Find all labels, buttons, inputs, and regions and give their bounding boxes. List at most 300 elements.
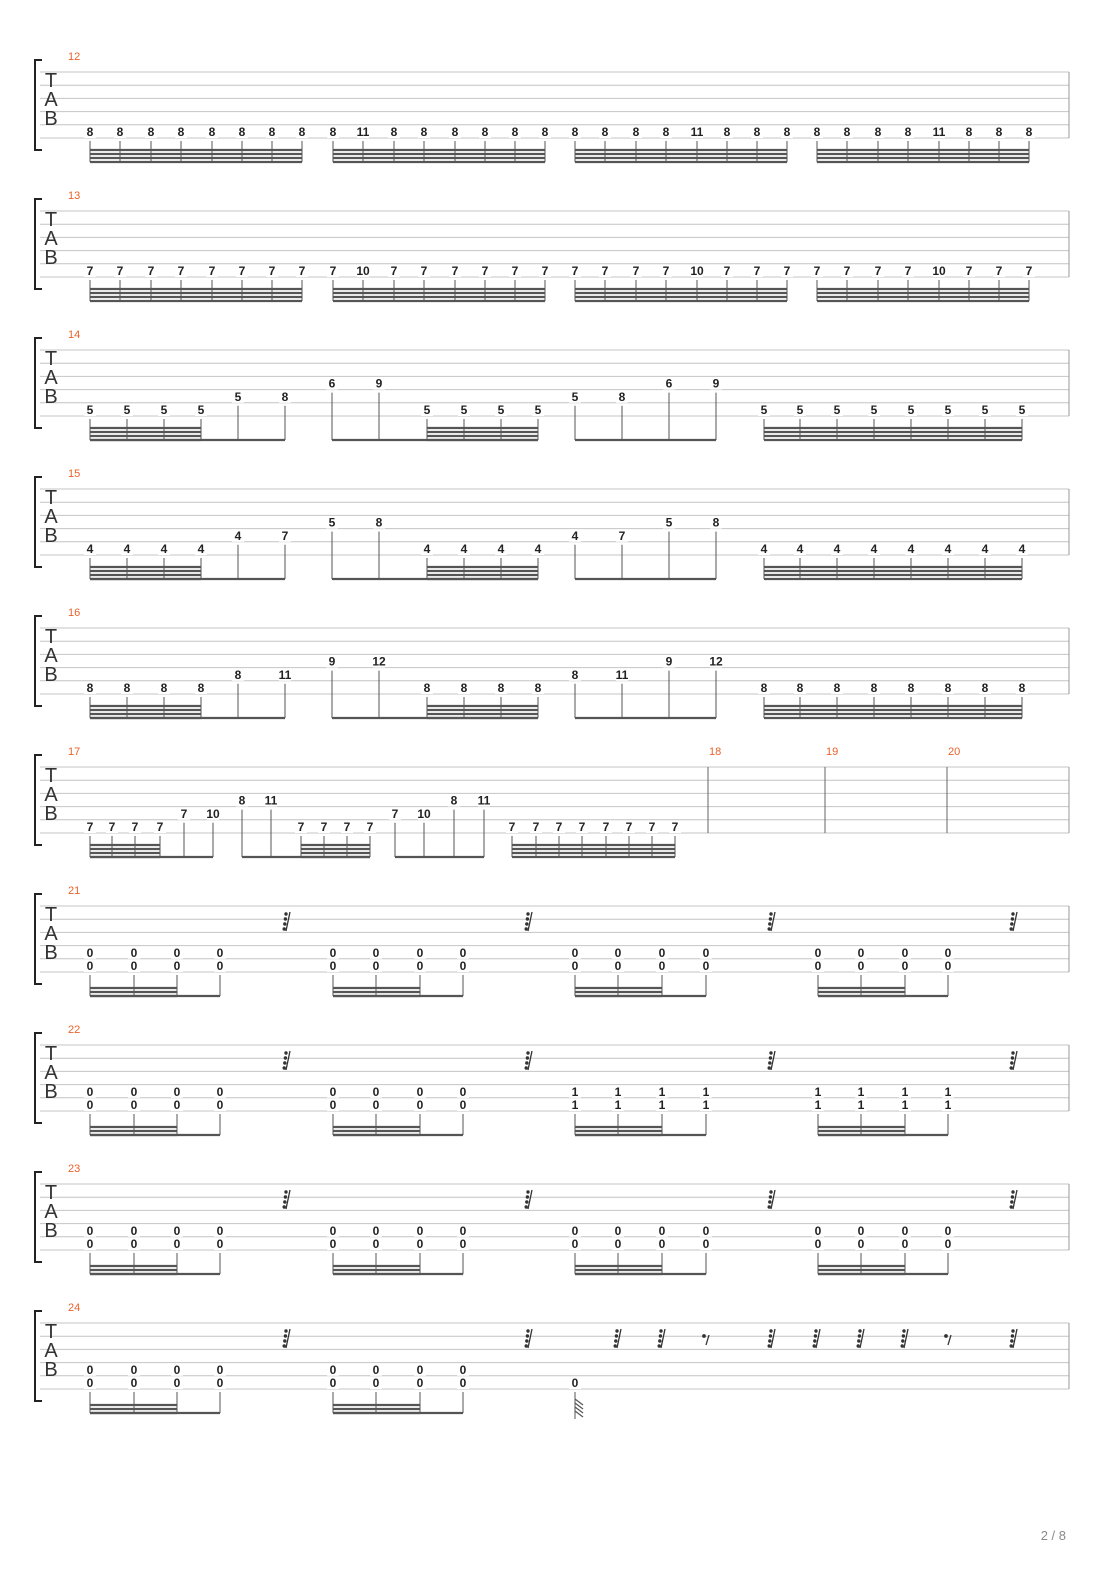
fret-number: 8 — [541, 125, 549, 139]
tab-clef-letter: T — [44, 765, 58, 787]
rest-dot — [659, 1334, 662, 1337]
sixtyfourth-rest — [1010, 1051, 1018, 1070]
rest-dot — [525, 1344, 528, 1347]
rest-dot — [1011, 1329, 1014, 1332]
rest-dot — [525, 922, 528, 925]
fret-number: 1 — [901, 1098, 909, 1112]
tab-clef-letter: A — [44, 784, 58, 806]
sixtyfourth-rest — [614, 1329, 622, 1348]
fret-number: 7 — [177, 264, 185, 278]
fret-number: 8 — [208, 125, 216, 139]
measure-number: 20 — [948, 746, 961, 758]
tab-clef-letter: T — [44, 487, 58, 509]
fret-number: 0 — [86, 945, 94, 960]
fret-number: 0 — [130, 959, 138, 973]
fret-number: 0 — [130, 1237, 138, 1251]
fret-number: 0 — [416, 1376, 424, 1390]
fret-number: 0 — [459, 1223, 467, 1238]
fret-number: 9 — [328, 654, 336, 669]
rest-dot — [1011, 1051, 1014, 1054]
fret-number: 0 — [216, 1084, 224, 1099]
fret-number: 10 — [356, 264, 370, 278]
sixtyfourth-rest — [525, 1051, 533, 1070]
fret-number: 1 — [571, 1084, 579, 1099]
tab-clef-letter: B — [44, 1359, 58, 1381]
rest-dot — [615, 1334, 618, 1337]
rest-dot — [283, 922, 286, 925]
sixtyfourth-rest — [768, 1329, 776, 1348]
fret-number: 5 — [981, 403, 989, 417]
fret-number: 0 — [372, 945, 380, 960]
fret-number: 8 — [238, 793, 246, 808]
fret-number: 5 — [234, 389, 242, 404]
rest-dot — [814, 1329, 817, 1332]
fret-number: 8 — [995, 125, 1003, 139]
tab-clef-letter: A — [44, 228, 58, 250]
tab-clef-letter: T — [44, 348, 58, 370]
fret-number: 1 — [658, 1098, 666, 1112]
fret-number: 0 — [130, 1362, 138, 1377]
rest-dot — [283, 927, 286, 930]
sixtyfourth-rest — [1010, 912, 1018, 931]
fret-number: 8 — [944, 681, 952, 695]
fret-number: 7 — [180, 806, 188, 821]
fret-number: 8 — [460, 681, 468, 695]
rest-dot — [1011, 1056, 1014, 1059]
fret-number: 4 — [760, 542, 768, 556]
fret-number: 4 — [534, 542, 542, 556]
fret-number: 6 — [328, 376, 336, 391]
fret-number: 0 — [901, 1223, 909, 1238]
rest-dot — [283, 1344, 286, 1347]
fret-number: 7 — [147, 264, 155, 278]
fret-number: 0 — [658, 1237, 666, 1251]
fret-number: 0 — [86, 1098, 94, 1112]
fret-number: 5 — [571, 389, 579, 404]
measure-number: 18 — [709, 746, 722, 758]
rest-dot — [901, 1339, 904, 1342]
rest-dot — [902, 1334, 905, 1337]
rest-dot — [615, 1329, 618, 1332]
measure-number: 12 — [68, 51, 81, 63]
fret-number: 8 — [268, 125, 276, 139]
fret-number: 7 — [131, 820, 139, 834]
fret-number: 0 — [173, 1098, 181, 1112]
tab-clef-letter: T — [44, 70, 58, 92]
fret-number: 10 — [206, 806, 220, 821]
fret-number: 1 — [814, 1098, 822, 1112]
tab-system — [35, 190, 1069, 301]
fret-number: 8 — [329, 125, 337, 139]
fret-number: 7 — [662, 264, 670, 278]
fret-number: 0 — [86, 1362, 94, 1377]
fret-number: 8 — [298, 125, 306, 139]
fret-number: 0 — [173, 1376, 181, 1390]
measure-number: 19 — [826, 746, 839, 758]
rest-dot — [525, 1200, 528, 1203]
fret-number: 4 — [234, 528, 242, 543]
sixtyfourth-rest — [283, 1329, 291, 1348]
tab-clef-letter: B — [44, 525, 58, 547]
fret-number: 0 — [216, 1362, 224, 1377]
fret-number: 0 — [702, 959, 710, 973]
rest-dot — [901, 1344, 904, 1347]
system-bracket — [35, 60, 42, 150]
sixtyfourth-rest — [283, 1051, 291, 1070]
fret-number: 8 — [450, 793, 458, 808]
fret-number: 8 — [160, 681, 168, 695]
rest-dot — [1010, 1205, 1013, 1208]
fret-number: 0 — [329, 1376, 337, 1390]
fret-number: 0 — [614, 945, 622, 960]
fret-number: 5 — [197, 403, 205, 417]
rest-dot — [768, 1339, 771, 1342]
fret-number: 8 — [760, 681, 768, 695]
fret-number: 8 — [833, 681, 841, 695]
fret-number: 7 — [571, 264, 579, 278]
fret-number: 11 — [615, 667, 629, 682]
rest-dot — [283, 1066, 286, 1069]
fret-number: 8 — [662, 125, 670, 139]
fret-number: 7 — [268, 264, 276, 278]
fret-number: 0 — [216, 945, 224, 960]
fret-number: 0 — [857, 959, 865, 973]
fret-number: 7 — [508, 820, 516, 834]
tab-clef-letter: A — [44, 367, 58, 389]
fret-number: 1 — [571, 1098, 579, 1112]
tab-system — [35, 885, 1069, 996]
tab-clef-letter: A — [44, 1340, 58, 1362]
fret-number: 0 — [571, 1237, 579, 1251]
fret-number: 5 — [86, 403, 94, 417]
fret-number: 7 — [874, 264, 882, 278]
fret-number: 7 — [116, 264, 124, 278]
fret-number: 0 — [814, 945, 822, 960]
fret-number: 5 — [497, 403, 505, 417]
tab-clef-letter: B — [44, 1220, 58, 1242]
rest-dot — [1010, 1200, 1013, 1203]
fret-number: 0 — [944, 1237, 952, 1251]
rest-dot — [769, 1329, 772, 1332]
fret-number: 8 — [420, 125, 428, 139]
rest-dot — [526, 1056, 529, 1059]
rest-dot — [525, 927, 528, 930]
fret-number: 10 — [932, 264, 946, 278]
fret-number: 7 — [238, 264, 246, 278]
fret-number: 10 — [690, 264, 704, 278]
fret-number: 8 — [451, 125, 459, 139]
fret-number: 0 — [416, 1098, 424, 1112]
fret-number: 4 — [796, 542, 804, 556]
rest-dot — [857, 1344, 860, 1347]
fret-number: 0 — [814, 1223, 822, 1238]
fret-number: 7 — [343, 820, 351, 834]
fret-number: 11 — [477, 793, 491, 808]
tab-clef-letter: B — [44, 803, 58, 825]
rest-dot — [768, 1200, 771, 1203]
fret-number: 4 — [571, 528, 579, 543]
rest-dot — [525, 1205, 528, 1208]
rest-dot — [658, 1339, 661, 1342]
fret-number: 0 — [416, 1084, 424, 1099]
fret-number: 0 — [944, 1223, 952, 1238]
fret-number: 5 — [534, 403, 542, 417]
tab-clef-letter: T — [44, 1043, 58, 1065]
fret-number: 8 — [511, 125, 519, 139]
fret-number: 0 — [901, 1237, 909, 1251]
rest-dot — [857, 1339, 860, 1342]
fret-number: 0 — [571, 1376, 579, 1390]
fret-number: 7 — [451, 264, 459, 278]
tab-clef-letter: B — [44, 664, 58, 686]
fret-number: 5 — [944, 403, 952, 417]
rest-dot — [526, 1195, 529, 1198]
fret-number: 0 — [459, 959, 467, 973]
fret-number: 11 — [690, 125, 704, 139]
tab-clef-letter: B — [44, 386, 58, 408]
fret-number: 8 — [981, 681, 989, 695]
fret-number: 7 — [753, 264, 761, 278]
rest-dot — [769, 1190, 772, 1193]
measure-number: 22 — [68, 1024, 81, 1036]
tab-clef-letter: T — [44, 904, 58, 926]
fret-number: 7 — [578, 820, 586, 834]
rest-dot — [769, 1334, 772, 1337]
fret-number: 8 — [1018, 681, 1026, 695]
sixtyfourth-rest — [768, 912, 776, 931]
tab-system — [35, 468, 1069, 579]
fret-number: 5 — [907, 403, 915, 417]
fret-number: 0 — [216, 959, 224, 973]
tab-clef-letter: T — [44, 1182, 58, 1204]
rest-dot — [1011, 912, 1014, 915]
fret-number: 0 — [416, 945, 424, 960]
sixtyfourth-rest — [901, 1329, 909, 1348]
system-bracket — [35, 616, 42, 706]
sixtyfourth-rest — [525, 1190, 533, 1209]
fret-number: 7 — [329, 264, 337, 278]
fret-number: 7 — [391, 806, 399, 821]
measure-number: 16 — [68, 607, 81, 619]
fret-number: 8 — [723, 125, 731, 139]
fret-number: 0 — [372, 1237, 380, 1251]
rest-dot — [1011, 917, 1014, 920]
measure-number: 21 — [68, 885, 81, 897]
sixtyfourth-rest — [658, 1329, 666, 1348]
system-bracket — [35, 199, 42, 289]
rest-dot — [1011, 1195, 1014, 1198]
tab-clef-letter: A — [44, 923, 58, 945]
fret-number: 1 — [702, 1084, 710, 1099]
fret-number: 0 — [130, 1223, 138, 1238]
fret-number: 0 — [702, 1237, 710, 1251]
fret-number: 0 — [571, 1223, 579, 1238]
fret-number: 7 — [511, 264, 519, 278]
fret-number: 7 — [420, 264, 428, 278]
system-bracket — [35, 755, 42, 845]
fret-number: 0 — [459, 1376, 467, 1390]
fret-number: 0 — [459, 1237, 467, 1251]
rest-dot — [284, 1051, 287, 1054]
fret-number: 8 — [904, 125, 912, 139]
fret-number: 0 — [329, 1084, 337, 1099]
fret-number: 4 — [833, 542, 841, 556]
fret-number: 0 — [658, 959, 666, 973]
rest-dot — [769, 912, 772, 915]
fret-number: 8 — [534, 681, 542, 695]
fret-number: 7 — [843, 264, 851, 278]
fret-number: 4 — [497, 542, 505, 556]
fret-number: 0 — [372, 1223, 380, 1238]
fret-number: 5 — [160, 403, 168, 417]
rest-dot — [768, 1066, 771, 1069]
sixtyfourth-rest — [813, 1329, 821, 1348]
fret-number: 1 — [857, 1098, 865, 1112]
fret-number: 1 — [944, 1084, 952, 1099]
rest-dot — [1010, 1061, 1013, 1064]
fret-number: 4 — [981, 542, 989, 556]
fret-number: 5 — [760, 403, 768, 417]
fret-number: 0 — [130, 1084, 138, 1099]
rest-dot — [284, 1190, 287, 1193]
fret-number: 0 — [658, 1223, 666, 1238]
rest-dot — [902, 1329, 905, 1332]
rest-dot — [283, 1061, 286, 1064]
tab-system — [35, 1302, 1069, 1419]
fret-number: 8 — [870, 681, 878, 695]
tab-clef-letter: A — [44, 1062, 58, 1084]
tab-system — [35, 329, 1069, 440]
fret-number: 0 — [329, 945, 337, 960]
rest-dot — [526, 1329, 529, 1332]
rest-dot — [284, 1195, 287, 1198]
fret-number: 8 — [281, 389, 289, 404]
tab-clef-letter: T — [44, 1321, 58, 1343]
fret-number: 10 — [417, 806, 431, 821]
fret-number: 8 — [601, 125, 609, 139]
fret-number: 7 — [671, 820, 679, 834]
rest-dot — [284, 1329, 287, 1332]
sixtyfourth-rest — [768, 1190, 776, 1209]
fret-number: 7 — [108, 820, 116, 834]
fret-number: 1 — [944, 1098, 952, 1112]
fret-number: 8 — [618, 389, 626, 404]
tab-system — [35, 746, 1069, 857]
fret-number: 7 — [904, 264, 912, 278]
fret-number: 7 — [86, 264, 94, 278]
fret-number: 11 — [264, 793, 278, 808]
fret-number: 5 — [1018, 403, 1026, 417]
rest-dot — [283, 1205, 286, 1208]
fret-number: 8 — [123, 681, 131, 695]
fret-number: 0 — [571, 945, 579, 960]
tab-clef-letter: A — [44, 645, 58, 667]
rest-dot — [813, 1344, 816, 1347]
fret-number: 0 — [173, 1237, 181, 1251]
rest-dot — [858, 1329, 861, 1332]
fret-number: 7 — [995, 264, 1003, 278]
fret-number: 1 — [814, 1084, 822, 1099]
fret-number: 7 — [632, 264, 640, 278]
rest-dot — [944, 1334, 948, 1338]
fret-number: 5 — [870, 403, 878, 417]
rest-dot — [814, 1334, 817, 1337]
measure-number: 13 — [68, 190, 81, 202]
fret-number: 0 — [416, 959, 424, 973]
fret-number: 1 — [658, 1084, 666, 1099]
fret-number: 0 — [372, 959, 380, 973]
fret-number: 0 — [702, 945, 710, 960]
fret-number: 7 — [281, 528, 289, 543]
fret-number: 0 — [857, 1223, 865, 1238]
fret-number: 8 — [843, 125, 851, 139]
fret-number: 7 — [298, 264, 306, 278]
fret-number: 5 — [423, 403, 431, 417]
fret-number: 0 — [459, 945, 467, 960]
fret-number: 5 — [665, 515, 673, 530]
rest-dot — [525, 1061, 528, 1064]
measure-number: 15 — [68, 468, 81, 480]
measure-number: 24 — [68, 1302, 81, 1314]
fret-number: 8 — [907, 681, 915, 695]
fret-number: 5 — [460, 403, 468, 417]
rest-dot — [284, 1334, 287, 1337]
fret-number: 0 — [571, 959, 579, 973]
fret-number: 0 — [216, 1237, 224, 1251]
fret-number: 7 — [555, 820, 563, 834]
rest-dot — [769, 1056, 772, 1059]
fret-number: 4 — [944, 542, 952, 556]
fret-number: 8 — [571, 667, 579, 682]
tab-system — [35, 51, 1069, 162]
system-bracket — [35, 1172, 42, 1262]
fret-number: 5 — [123, 403, 131, 417]
sixtyfourth-rest — [857, 1329, 865, 1348]
rest-dot — [1010, 1066, 1013, 1069]
fret-number: 1 — [702, 1098, 710, 1112]
sixtyfourth-rest — [1010, 1329, 1018, 1348]
tab-clef-letter: T — [44, 626, 58, 648]
system-bracket — [35, 477, 42, 567]
fret-number: 4 — [86, 542, 94, 556]
measure-number: 23 — [68, 1163, 81, 1175]
fret-number: 0 — [416, 1223, 424, 1238]
fret-number: 7 — [541, 264, 549, 278]
rest-dot — [769, 1195, 772, 1198]
rest-dot — [769, 1051, 772, 1054]
fret-number: 7 — [648, 820, 656, 834]
fret-number: 0 — [459, 1084, 467, 1099]
fret-number: 0 — [416, 1237, 424, 1251]
fret-number: 7 — [602, 820, 610, 834]
rest-dot — [525, 1066, 528, 1069]
fret-number: 7 — [813, 264, 821, 278]
rest-dot — [284, 912, 287, 915]
rest-dot — [768, 1205, 771, 1208]
fret-number: 0 — [86, 1084, 94, 1099]
rest-dot — [614, 1344, 617, 1347]
rest-dot — [1010, 922, 1013, 925]
fret-number: 0 — [814, 959, 822, 973]
tab-clef-letter: B — [44, 247, 58, 269]
measure-number: 14 — [68, 329, 81, 341]
fret-number: 8 — [147, 125, 155, 139]
fret-number: 11 — [932, 125, 946, 139]
rest-dot — [1011, 1190, 1014, 1193]
fret-number: 0 — [173, 959, 181, 973]
fret-number: 0 — [86, 1376, 94, 1390]
rest-dot — [526, 1051, 529, 1054]
